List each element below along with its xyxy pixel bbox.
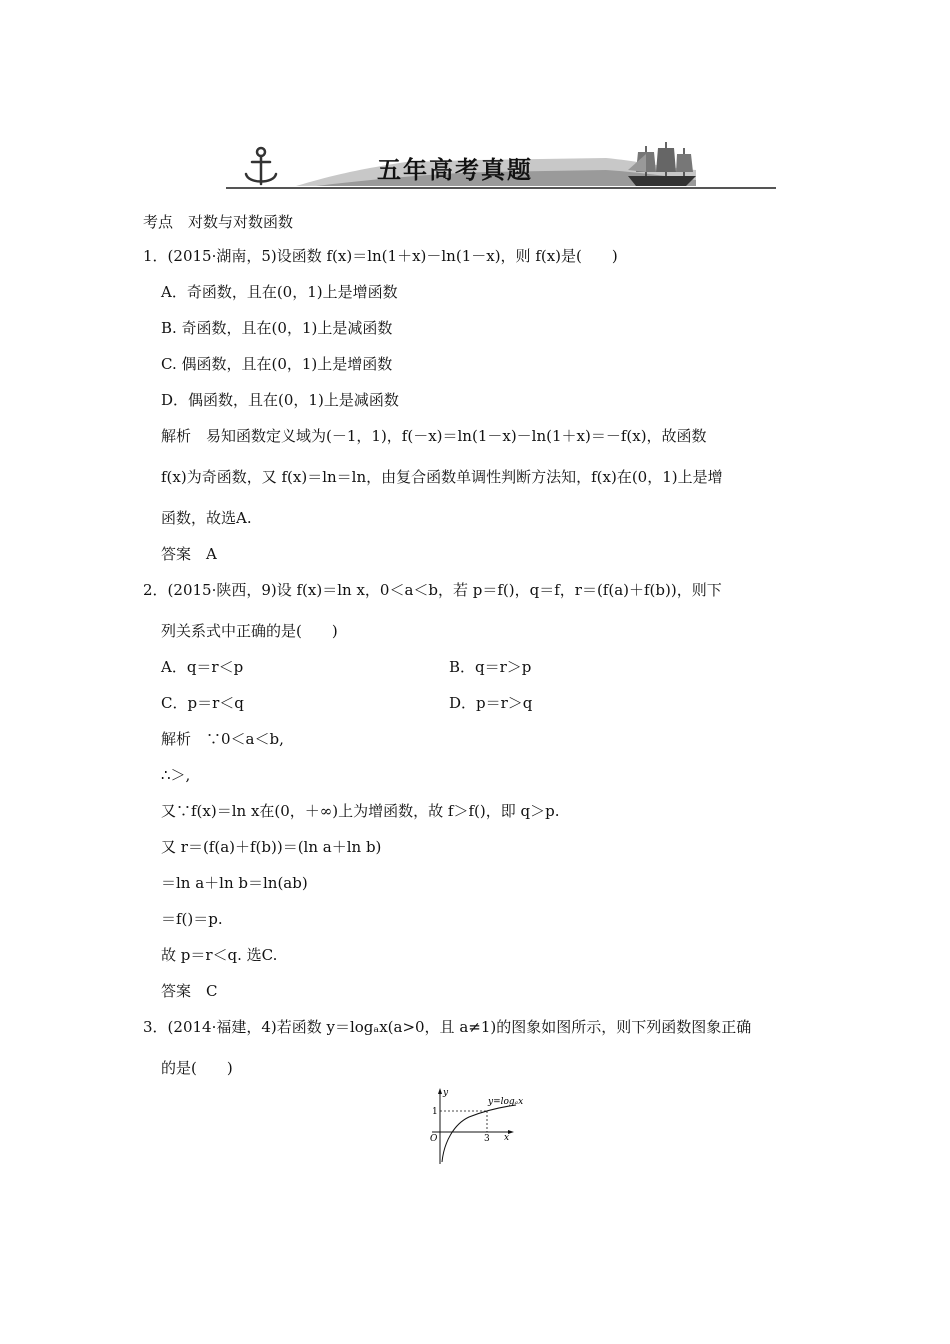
q2-answer: 答案 C [161,982,218,1000]
q1-stem: 1．(2015·湖南，5)设函数 f(x)＝ln(1＋x)－ln(1－x)，则 f(x)是( ) [143,247,618,265]
q1-option-b: B. 奇函数，且在(0，1)上是减函数 [161,319,393,337]
log-function-graph [424,1086,524,1166]
q2-analysis-line: ＝f()＝p. [161,910,223,928]
banner-title: 五年高考真题 [377,156,533,184]
q1-option-c: C. 偶函数，且在(0，1)上是增函数 [161,355,393,373]
q2-option-a: A．q＝r＜p [161,658,244,676]
q2-stem: 2．(2015·陕西，9)设 f(x)＝ln x，0＜a＜b，若 p＝f()，q＝f，r＝(f(a)＋f(b))，则下 [143,581,722,599]
topic-heading: 考点 对数与对数函数 [143,213,294,231]
q2-stem-continued: 列关系式中正确的是( ) [161,622,338,640]
q1-analysis-line: f(x)为奇函数，又 f(x)＝ln＝ln，由复合函数单调性判断方法知，f(x)在(0，1)上是增 [161,468,723,486]
q1-analysis-line: 解析 易知函数定义域为(－1，1)，f(－x)＝ln(1－x)－ln(1＋x)＝－f(x)，故函数 [161,427,707,445]
q3-stem: 3．(2014·福建，4)若函数 y＝logₐx(a>0，且 a≠1)的图象如图所示，则下列函数图象正确 [143,1018,752,1036]
y-axis-arrow [438,1088,442,1094]
x-axis-label: x [504,1133,510,1143]
q3-stem-continued: 的是( ) [161,1059,233,1077]
q1-option-d: D．偶函数，且在(0，1)上是减函数 [161,391,399,409]
q2-option-d: D．p＝r＞q [449,694,533,712]
q1-option-a: A．奇函数，且在(0，1)上是增函数 [161,283,398,301]
curve-label: y=logₐx [488,1097,524,1107]
anchor-icon [246,148,276,184]
q2-analysis-line: 故 p＝r＜q. 选C. [161,946,278,964]
q2-option-c: C．p＝r＜q [161,694,244,712]
q1-analysis-line: 函数，故选A. [161,509,252,527]
q2-analysis-line: ∴＞, [161,766,191,784]
origin-label: O [430,1134,438,1144]
q2-analysis-line: 解析 ∵0＜a＜b, [161,730,284,748]
q2-option-b: B．q＝r＞p [449,658,532,676]
q2-analysis-line: 又∵f(x)＝ln x在(0，＋∞)上为增函数，故 f＞f()，即 q＞p. [161,802,560,820]
y-tick-label: 1 [432,1107,438,1117]
q2-analysis-line: ＝ln a＋ln b＝ln(ab) [161,874,308,892]
ship-icon [628,142,696,186]
y-axis-label: y [443,1088,449,1098]
q1-answer: 答案 A [161,545,217,563]
q2-analysis-line: 又 r＝(f(a)＋f(b))＝(ln a＋ln b) [161,838,382,856]
x-tick-label: 3 [484,1134,490,1144]
